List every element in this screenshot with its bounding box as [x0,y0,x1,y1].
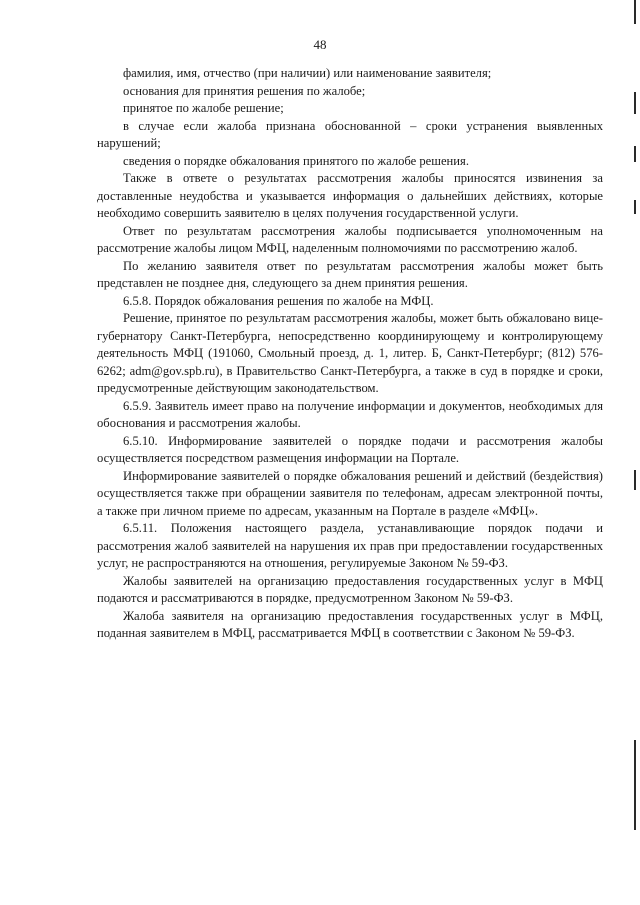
scan-edge-mark [634,146,636,162]
scan-edge-mark [634,200,636,214]
paragraph: в случае если жалоба признана обоснованной – сроки устранения выявленных нарушений; [97,118,603,150]
paragraph: Решение, принятое по результатам рассмотрения жалобы, может быть обжаловано вице-губернатору Санкт-Петербурга, непосредственно координирующему и контролирующему деятельность МФЦ (191060, Смольный проезд, д. 1, литер. Б, Санкт-Петербург; (812) 576-6262; adm@gov.spb.ru), в Правительство Санкт-Петербурга, а также в суд в порядке и сроки, предусмотренные действующим законодательством. [97,311,603,395]
paragraph: Жалобы заявителей на организацию предоставления государственных услуг в МФЦ подаются и рассматриваются в порядке, предусмотренном Законом № 59-ФЗ. [97,573,603,605]
paragraph: принятое по жалобе решение; [123,101,284,115]
paragraph: Также в ответе о результатах рассмотрения жалобы приносятся извинения за доставленные неудобства и указывается информация о дальнейших действиях, которые необходимо совершить заявителю в целях получения государственной услуги. [97,171,603,220]
paragraph: По желанию заявителя ответ по результатам рассмотрения жалобы может быть представлен не позднее дня, следующего за днем принятия решения. [97,258,603,290]
paragraph: 6.5.10. Информирование заявителей о порядке подачи и рассмотрения жалобы осуществляется посредством размещения информации на Портале. [97,433,603,465]
scan-edge-mark [634,0,636,24]
paragraph: Жалоба заявителя на организацию предоставления государственных услуг в МФЦ, поданная заявителем в МФЦ, рассматривается МФЦ в соответствии с Законом № 59-ФЗ. [97,608,603,640]
paragraph: Ответ по результатам рассмотрения жалобы подписывается уполномоченным на рассмотрение жалобы лицом МФЦ, наделенным полномочиями по рассмотрению жалоб. [97,223,603,255]
page-number: 48 [313,37,327,52]
paragraph: 6.5.8. Порядок обжалования решения по жалобе на МФЦ. [123,293,434,308]
scan-edge-mark [634,470,636,490]
scan-edge-mark [634,740,636,830]
paragraph: Информирование заявителей о порядке обжалования решений и действий (бездействия) осуществляется также при обращении заявителя по телефонам, адресам электронной почты, а также при личном приеме по адресам, указанным на Портале в разделе «МФЦ». [97,468,603,518]
paragraph: основания для принятия решения по жалобе; [123,83,366,98]
paragraph: фамилия, имя, отчество (при наличии) или наименование заявителя; [123,66,492,80]
paragraph: 6.5.9. Заявитель имеет право на получение информации и документов, необходимых для обоснования и рассмотрения жалобы. [97,398,603,430]
scan-edge-mark [634,92,636,114]
paragraph: 6.5.11. Положения настоящего раздела, устанавливающие порядок подачи и рассмотрения жалоб заявителей на нарушения их прав при предоставлении государственных услуг, не распространяются на отношения, регулируемые Законом № 59-ФЗ. [97,521,603,570]
document-body [97,65,603,643]
paragraph: сведения о порядке обжалования принятого по жалобе решения. [123,153,469,168]
